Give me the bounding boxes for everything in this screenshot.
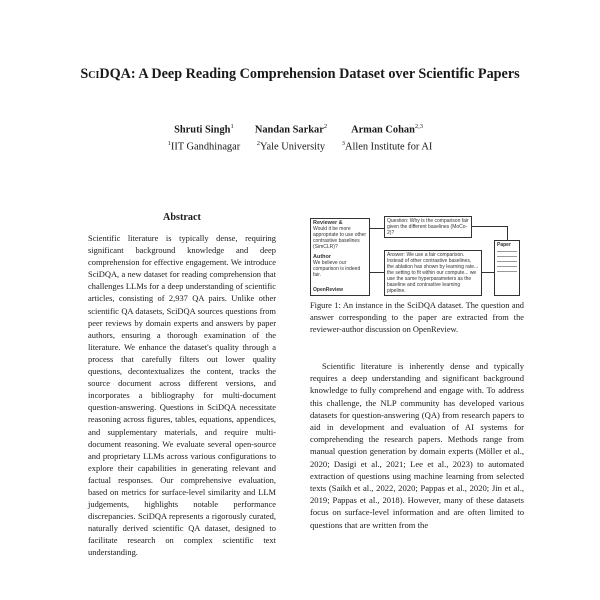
abstract-section <box>88 212 276 559</box>
author-name: Shruti Singh <box>174 124 231 136</box>
author-text: We believe our comparison is indeed fair. <box>313 260 361 278</box>
author-affiliation: IIT Gandhinagar <box>170 141 241 153</box>
author-3: Arman Cohan$^{2,3}$ $^3$Allen Institute for AI <box>341 123 433 153</box>
title-rest: : A Deep Reading Comprehension Dataset over Scientific Papers <box>130 66 520 82</box>
paper-document <box>494 240 520 296</box>
openreview-label: OpenReview <box>313 287 344 293</box>
author-name: Arman Cohan <box>351 124 415 136</box>
paper-label: Paper <box>497 242 511 248</box>
paper-title <box>0 66 600 83</box>
figure-1 <box>310 206 522 298</box>
answer-box: Answer: We use a fair comparison. Instead of other contrastive baselines, the ablation has shown by learning rate... the setting to fit within our compute... we use the same hyperparameters as the baseline and contrastive learning pipeline. <box>384 250 482 296</box>
title-dataset-name: SciDQA <box>80 66 131 82</box>
author-block <box>0 120 600 154</box>
introduction-text <box>310 360 524 531</box>
author-1: Shruti Singh$^1$ $^1$IIT Gandhinagar <box>167 123 241 153</box>
abstract-body: Scientific literature is typically dense, requiring significant background knowledge and deep comprehension for effective engagement. We introduce SciDQA, a new dataset for reading comprehension that challenges LLMs for a deep understanding of scientific articles, consisting of 2,937 QA pairs. Unlike other scientific QA datasets, SciDQA sources questions from peer reviews by domain experts and answers by paper authors, ensuring a thorough examination of the literature. We enhance the dataset's quality through a process that carefully filters out lower quality questions, decontextualizes the content, tracks the source document across different versions, and incorporates a bibliography for multi-document question-answering. Questions in SciDQA necessitate reasoning across figures, tables, equations, appendices, and supplementary materials, and require multi-document reasoning. We evaluate several open-source and proprietary LLMs across various configurations to explore their capabilities in generating relevant and factual responses. Our comprehensive evaluation, based on metrics for surface-level similarity and LLM judgements, highlights notable performance discrepancies. SciDQA represents a rigorously curated, naturally derived scientific QA dataset, designed to facilitate research on complex scientific text understanding. <box>88 233 276 558</box>
reviewer-text: Would it be more appropriate to use other contrastive baselines (SimCLR)? <box>313 226 367 250</box>
author-name: Nandan Sarkar <box>254 124 324 136</box>
author-affiliation: Allen Institute for AI <box>344 141 433 153</box>
arrow-review-to-question <box>370 228 384 229</box>
arrow-question-to-paper <box>472 226 508 227</box>
author-2: Nandan Sarkar$^2$ $^2$Yale University <box>254 123 328 153</box>
question-box: Question: Why is the comparison fair given the different baselines (MoCo-2)? <box>384 216 472 238</box>
author-label: Author <box>313 254 332 260</box>
figure-caption: Figure 1: An instance in the SciDQA dataset. The question and answer corresponding to the paper are extracted from the reviewer-author discussion on OpenReview. <box>310 301 524 334</box>
author-affiliation: Yale University <box>260 141 326 153</box>
arrow-down-to-paper <box>507 226 508 240</box>
intro-paragraph: Scientific literature is inherently dense and typically requires a deep understanding and significant background knowledge to fully comprehend and engage with. To address this challenge, the NLP community has developed various datasets for question-answering (QA) from research papers to aid in development and evaluation of AI systems for comprehending the research papers. Methods range from manual question generation by domain experts (Möller et al., 2020; Dasigi et al., 2021; Lee et al., 2023) to automated extraction of questions using machine learning from selected texts (Saikh et al., 2022, 2020; Pappas et al., 2020; Jin et al., 2019; Pappas et al., 2018). However, many of these datasets focus on surface-level information and are often limited to questions that are written from the <box>310 361 524 530</box>
openreview-panel <box>310 218 370 296</box>
arrow-review-to-answer <box>370 272 384 273</box>
arrow-answer-to-paper <box>482 272 494 273</box>
abstract-heading: Abstract <box>163 212 201 223</box>
reviewer-label: Reviewer & <box>313 220 343 226</box>
